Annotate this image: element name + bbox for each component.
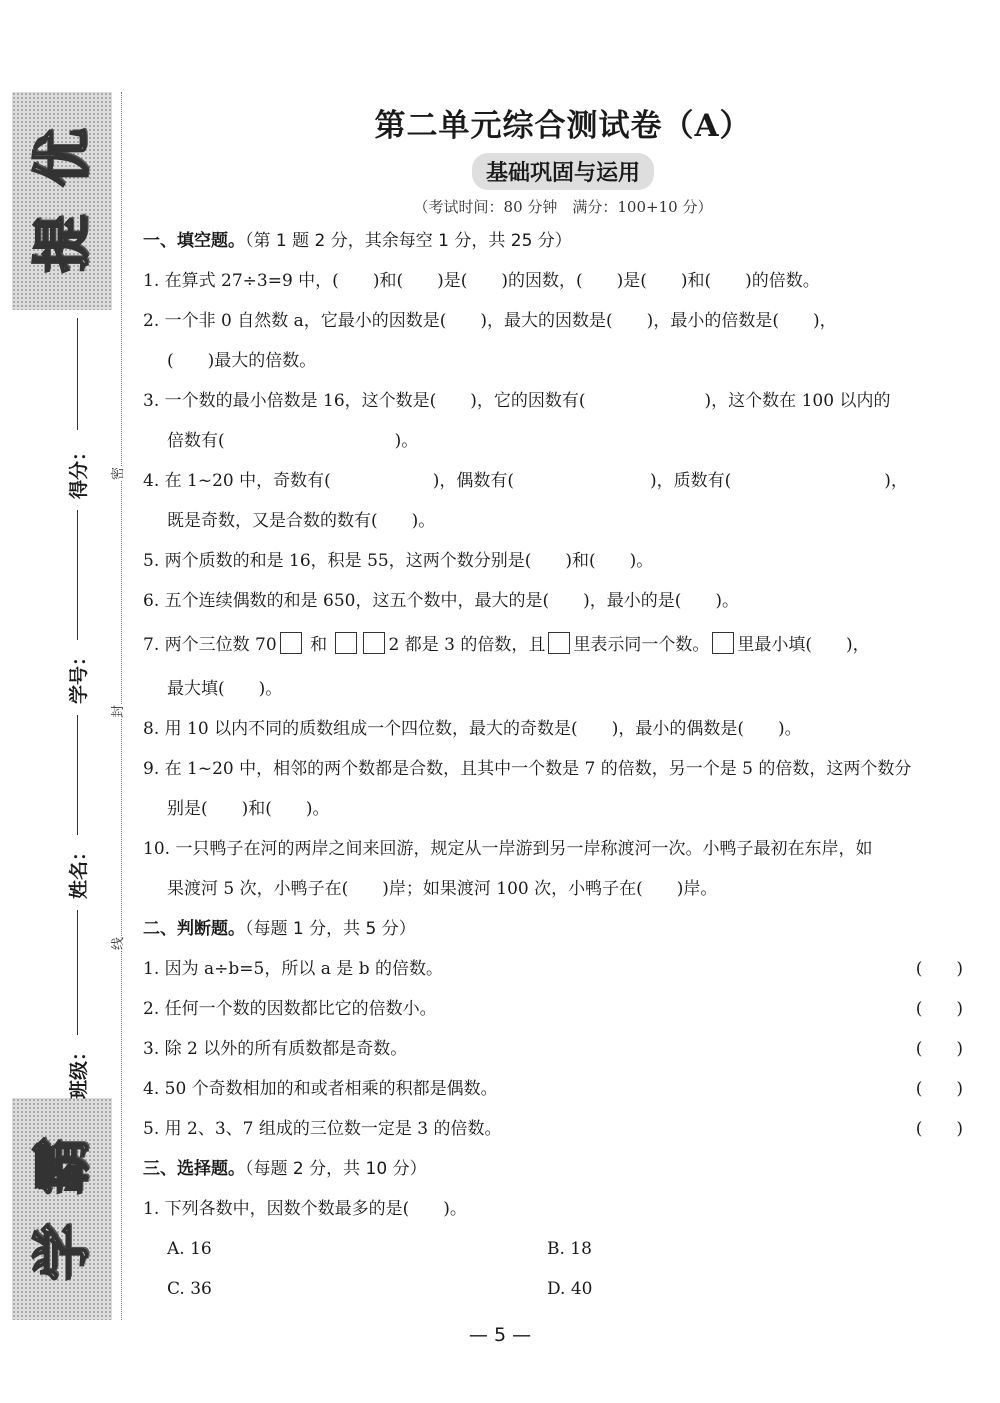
seal-char: 密	[105, 467, 128, 480]
statement: 1. 因为 a÷b=5，所以 a 是 b 的倍数。	[143, 959, 443, 979]
section-title: 一、填空题。	[143, 231, 245, 251]
section-note: （每题 1 分，共 5 分）	[245, 919, 416, 939]
question-continued[interactable]: 最大填( )。	[167, 679, 283, 699]
question[interactable]: 5. 两个质数的和是 16，积是 55，这两个数分别是( )和( )。	[143, 551, 654, 571]
page-title: 第二单元综合测试卷（A）	[374, 108, 752, 144]
digit-box[interactable]	[548, 632, 570, 654]
answer-bracket[interactable]: ( )	[915, 1039, 963, 1059]
section-note: （每题 2 分，共 10 分）	[245, 1159, 427, 1179]
class-label: 班级：	[68, 1041, 91, 1099]
answer-bracket[interactable]: ( )	[915, 999, 963, 1019]
digit-box[interactable]	[335, 632, 357, 654]
page-number: — 5 —	[468, 1324, 532, 1346]
question-continued[interactable]: 别是( )和( )。	[167, 799, 330, 819]
student-id-label: 学号：	[68, 646, 91, 704]
field-line	[77, 910, 78, 1035]
statement: 4. 50 个奇数相加的和或者相乘的积都是偶数。	[143, 1079, 498, 1099]
question[interactable]: 1. 下列各数中，因数个数最多的是( )。	[143, 1199, 467, 1219]
true-false-item[interactable]	[143, 989, 973, 1029]
question[interactable]: 1. 在算式 27÷3=9 中，( )和( )是( )的因数，( )是( )和( )的倍数。	[143, 271, 820, 291]
question[interactable]: 6. 五个连续偶数的和是 650，这五个数中，最大的是( )，最小的是( )。	[143, 591, 740, 611]
question-text: 里最小填( )，	[737, 635, 870, 655]
digit-box[interactable]	[363, 632, 385, 654]
option-d[interactable]: D. 40	[547, 1279, 593, 1299]
seal-char: 线	[105, 937, 128, 950]
digit-box[interactable]	[712, 632, 734, 654]
question-continued[interactable]: 倍数有( )。	[167, 431, 419, 451]
option-c[interactable]: C. 36	[167, 1279, 212, 1299]
question[interactable]: 2. 一个非 0 自然数 a，它最小的因数是( )，最大的因数是( )，最小的倍数是( )，	[143, 311, 837, 331]
brand-char: 霸	[27, 1136, 96, 1196]
option-b[interactable]: B. 18	[547, 1239, 592, 1259]
name-field[interactable]	[38, 840, 118, 900]
question-continued[interactable]: 既是奇数，又是合数的数有( )。	[167, 511, 436, 531]
question-continued[interactable]: ( )最大的倍数。	[167, 351, 317, 371]
statement: 5. 用 2、3、7 组成的三位数一定是 3 的倍数。	[143, 1119, 502, 1139]
question-text: 和	[310, 635, 328, 655]
true-false-item[interactable]	[143, 1029, 973, 1069]
section-heading	[143, 221, 973, 261]
section-title: 二、判断题。	[143, 919, 245, 939]
question-text: 里表示同一个数。	[573, 635, 710, 655]
digit-box[interactable]	[280, 632, 302, 654]
question[interactable]: 4. 在 1~20 中，奇数有( )，偶数有( )，质数有( )，	[143, 471, 908, 491]
statement: 3. 除 2 以外的所有质数都是奇数。	[143, 1039, 408, 1059]
section-heading	[143, 909, 973, 949]
brand-stamp-top	[12, 92, 112, 310]
true-false-item[interactable]	[143, 1069, 973, 1109]
options-row	[143, 1269, 973, 1309]
section-title: 三、选择题。	[143, 1159, 245, 1179]
binding-sidebar	[0, 0, 135, 1403]
option-a[interactable]: A. 16	[167, 1239, 212, 1259]
true-false-item[interactable]	[143, 949, 973, 989]
field-line	[77, 510, 78, 640]
brand-stamp-bottom	[12, 1098, 112, 1320]
question-7[interactable]	[143, 621, 973, 669]
statement: 2. 任何一个数的因数都比它的倍数小。	[143, 999, 437, 1019]
score-label: 得分：	[68, 441, 91, 499]
question-text: 2 都是 3 的倍数，且	[388, 635, 546, 655]
question[interactable]: 8. 用 10 以内不同的质数组成一个四位数，最大的奇数是( )，最小的偶数是( )。	[143, 719, 802, 739]
seal-char: 封	[105, 705, 128, 718]
answer-bracket[interactable]: ( )	[915, 1119, 963, 1139]
class-field[interactable]	[38, 1040, 118, 1100]
field-line	[77, 318, 78, 430]
brand-char: 优	[27, 128, 96, 188]
exam-content	[143, 100, 973, 1309]
section-note: （第 1 题 2 分，其余每空 1 分，共 25 分）	[245, 231, 572, 251]
question-text: 7. 两个三位数 70	[143, 635, 277, 655]
question[interactable]: 9. 在 1~20 中，相邻的两个数都是合数，且其中一个数是 7 的倍数，另一个是 5 的倍数，这两个数分	[143, 759, 912, 779]
field-line	[77, 715, 78, 835]
brand-char: 提	[27, 214, 96, 274]
name-label: 姓名：	[68, 841, 91, 899]
section-heading	[143, 1149, 973, 1189]
question-continued[interactable]: 果渡河 5 次，小鸭子在( )岸；如果渡河 100 次，小鸭子在( )岸。	[167, 879, 718, 899]
page-subtitle: 基础巩固与运用	[472, 153, 654, 190]
student-id-field[interactable]	[38, 645, 118, 705]
question[interactable]: 10. 一只鸭子在河的两岸之间来回游，规定从一岸游到另一岸称渡河一次。小鸭子最初在东岸，如	[143, 839, 873, 859]
answer-bracket[interactable]: ( )	[915, 959, 963, 979]
options-row	[143, 1229, 973, 1269]
true-false-item[interactable]	[143, 1109, 973, 1149]
exam-info: （考试时间：80 分钟 满分：100+10 分）	[413, 198, 713, 216]
question[interactable]: 3. 一个数的最小倍数是 16，这个数是( )，它的因数有( )，这个数在 100 以内的	[143, 391, 891, 411]
brand-char: 学	[27, 1222, 96, 1282]
answer-bracket[interactable]: ( )	[915, 1079, 963, 1099]
